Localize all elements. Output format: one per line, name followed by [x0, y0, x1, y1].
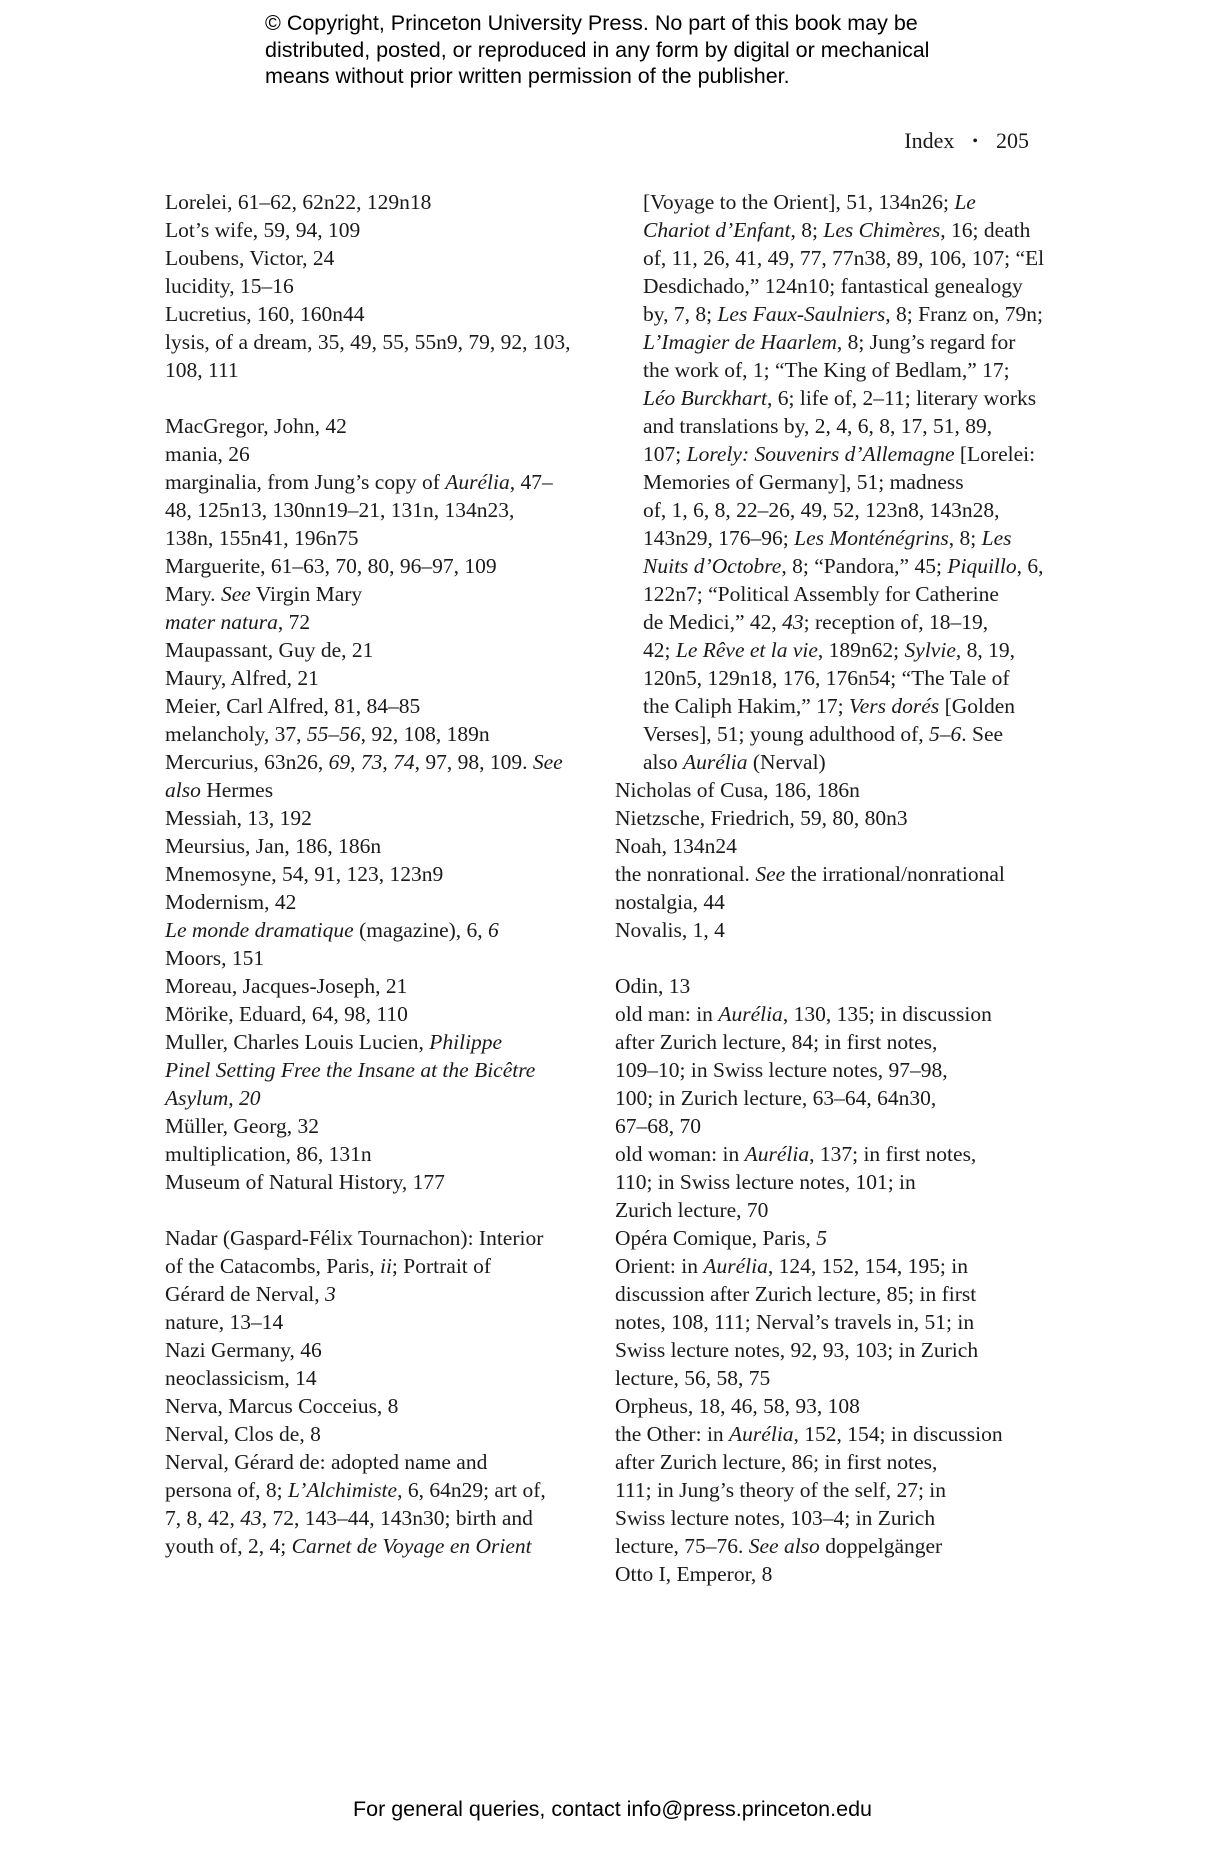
index-entry-line: also Hermes: [165, 778, 274, 802]
index-entry-line: Zurich lecture, 70: [615, 1198, 769, 1222]
index-entry: [165, 188, 575, 216]
index-entry-line: Nazi Germany, 46: [165, 1338, 322, 1362]
index-entry-line: Verses], 51; young adulthood of, 5–6. See: [643, 722, 1004, 746]
index-entry: [165, 1364, 575, 1392]
index-entry-line: 111; in Jung’s theory of the self, 27; in: [615, 1478, 947, 1502]
index-entry-line: Muller, Charles Louis Lucien, Philippe: [165, 1030, 503, 1054]
index-entry-line: Lucretius, 160, 160n44: [165, 302, 365, 326]
index-entry-line: Marguerite, 61–63, 70, 80, 96–97, 109: [165, 554, 497, 578]
index-entry-line: 108, 111: [165, 358, 239, 382]
index-entry-line: and translations by, 2, 4, 6, 8, 17, 51, 89,: [643, 414, 993, 438]
index-entry-line: Léo Burckhart, 6; life of, 2–11; literary works: [643, 386, 1037, 410]
index-entry-line: Pinel Setting Free the Insane at the Bicêtre: [165, 1058, 536, 1082]
index-entry-line: Meier, Carl Alfred, 81, 84–85: [165, 694, 421, 718]
index-entry: [615, 860, 1029, 888]
index-entry: [165, 1028, 575, 1112]
index-entry: [165, 328, 575, 384]
index-entry-line: Museum of Natural History, 177: [165, 1170, 445, 1194]
index-entry-line: 67–68, 70: [615, 1114, 701, 1138]
index-entry-line: Opéra Comique, Paris, 5: [615, 1226, 827, 1250]
index-entry-line: discussion after Zurich lecture, 85; in first: [615, 1282, 977, 1306]
index-entry: [165, 1168, 575, 1196]
index-entry-line: 110; in Swiss lecture notes, 101; in: [615, 1170, 916, 1194]
index-entry-line: 122n7; “Political Assembly for Catherine: [643, 582, 999, 606]
index-entry: [165, 272, 575, 300]
index-entry: [615, 916, 1029, 944]
index-entry: [165, 1448, 575, 1560]
index-entry-line: Maury, Alfred, 21: [165, 666, 319, 690]
index-entry-line: of, 11, 26, 41, 49, 77, 77n38, 89, 106, 107; “El: [643, 246, 1045, 270]
index-entry: [165, 692, 575, 720]
index-entry: [615, 804, 1029, 832]
index-entry-line: after Zurich lecture, 84; in first notes,: [615, 1030, 938, 1054]
index-entry: [165, 1000, 575, 1028]
index-entry: [615, 1560, 1029, 1588]
index-entry-line: lucidity, 15–16: [165, 274, 294, 298]
index-entry-line: Nicholas of Cusa, 186, 186n: [615, 778, 860, 802]
index-entry: [165, 440, 575, 468]
index-entry: [165, 720, 575, 748]
index-entry-line: lecture, 56, 58, 75: [615, 1366, 771, 1390]
letter-group-gap: [165, 1196, 575, 1224]
section-title: Index: [904, 128, 955, 153]
index-entry: [165, 468, 575, 552]
index-entry-line: Desdichado,” 124n10; fantastical genealogy: [643, 274, 1023, 298]
index-entry-line: Gérard de Nerval, 3: [165, 1282, 336, 1306]
index-entry-line: Orient: in Aurélia, 124, 152, 154, 195; in: [615, 1254, 968, 1278]
index-entry: [165, 244, 575, 272]
index-entry: [165, 1224, 575, 1308]
index-entry: [165, 832, 575, 860]
index-entry-line: after Zurich lecture, 86; in first notes,: [615, 1450, 938, 1474]
index-entry-line: 143n29, 176–96; Les Monténégrins, 8; Les: [643, 526, 1012, 550]
index-entry-line: Odin, 13: [615, 974, 691, 998]
index-entry-line: Otto I, Emperor, 8: [615, 1562, 773, 1586]
index-entry-line: 138n, 155n41, 196n75: [165, 526, 359, 550]
index-entry: [165, 860, 575, 888]
index-entry-continued: [615, 188, 1045, 776]
index-entry-line: multiplication, 86, 131n: [165, 1142, 372, 1166]
index-entry-line: 107; Lorely: Souvenirs d’Allemagne [Lorelei:: [643, 442, 1036, 466]
index-entry: [165, 804, 575, 832]
index-entry-line: Swiss lecture notes, 103–4; in Zurich: [615, 1506, 936, 1530]
index-entry-line: 100; in Zurich lecture, 63–64, 64n30,: [615, 1086, 937, 1110]
index-entry-line: mania, 26: [165, 442, 250, 466]
index-entry-line: nostalgia, 44: [615, 890, 725, 914]
index-entry: [615, 1252, 1029, 1392]
index-entry: [615, 972, 1029, 1000]
index-entry-line: old woman: in Aurélia, 137; in first notes,: [615, 1142, 977, 1166]
index-entry: [615, 888, 1029, 916]
index-entry: [165, 636, 575, 664]
index-entry-line: of the Catacombs, Paris, ii; Portrait of: [165, 1254, 492, 1278]
index-entry: [615, 1392, 1029, 1420]
footer-contact: For general queries, contact info@press.princeton.edu: [352, 1797, 872, 1821]
copyright-line: means without prior written permission of the publisher.: [265, 64, 790, 88]
index-column-right: [615, 188, 1045, 1588]
index-entry-line: Mercurius, 63n26, 69, 73, 74, 97, 98, 109. See: [165, 750, 563, 774]
index-entry-line: by, 7, 8; Les Faux-Saulniers, 8; Franz on, 79n;: [643, 302, 1043, 326]
index-entry: [165, 580, 575, 608]
page-number: 205: [996, 128, 1029, 153]
index-entry: [615, 776, 1029, 804]
index-entry-line: Lorelei, 61–62, 62n22, 129n18: [165, 190, 432, 214]
index-entry-line: the nonrational. See the irrational/nonrational: [615, 862, 1005, 886]
index-entry-line: youth of, 2, 4; Carnet de Voyage en Orient: [165, 1534, 532, 1558]
index-entry-line: Moreau, Jacques-Joseph, 21: [165, 974, 408, 998]
index-entry-line: the Other: in Aurélia, 152, 154; in discussion: [615, 1422, 1003, 1446]
index-entry-line: the work of, 1; “The King of Bedlam,” 17;: [643, 358, 1010, 382]
index-entry-line: Nerval, Gérard de: adopted name and: [165, 1450, 488, 1474]
index-entry-line: Moors, 151: [165, 946, 265, 970]
index-entry-line: Meursius, Jan, 186, 186n: [165, 834, 382, 858]
index-entry: [165, 300, 575, 328]
index-entry-line: marginalia, from Jung’s copy of Aurélia, 47–: [165, 470, 553, 494]
index-entry-line: notes, 108, 111; Nerval’s travels in, 51; in: [615, 1310, 975, 1334]
index-entry-line: MacGregor, John, 42: [165, 414, 347, 438]
index-entry: [165, 412, 575, 440]
index-entry-line: Swiss lecture notes, 92, 93, 103; in Zurich: [615, 1338, 979, 1362]
index-entry: [615, 1420, 1029, 1560]
index-entry-line: Lot’s wife, 59, 94, 109: [165, 218, 361, 242]
index-entry: [615, 1224, 1029, 1252]
index-entry: [165, 748, 575, 804]
index-entry: [165, 664, 575, 692]
index-entry-line: Nerval, Clos de, 8: [165, 1422, 321, 1446]
index-entry-line: Le monde dramatique (magazine), 6, 6: [165, 918, 499, 942]
copyright-notice: [265, 10, 1025, 90]
running-head: [904, 128, 1029, 154]
index-entry: [165, 888, 575, 916]
index-entry-line: old man: in Aurélia, 130, 135; in discussion: [615, 1002, 992, 1026]
index-entry-line: nature, 13–14: [165, 1310, 284, 1334]
index-entry-line: Müller, Georg, 32: [165, 1114, 319, 1138]
index-entry: [165, 608, 575, 636]
index-entry-line: Mary. See Virgin Mary: [165, 582, 363, 606]
index-entry: [165, 1420, 575, 1448]
letter-group-gap: [615, 944, 1029, 972]
copyright-line: distributed, posted, or reproduced in any form by digital or mechanical: [265, 37, 930, 62]
copyright-line: © Copyright, Princeton University Press. No part of this book may be: [265, 11, 918, 35]
index-entry: [615, 1140, 1029, 1224]
index-entry-line: 120n5, 129n18, 176, 176n54; “The Tale of: [643, 666, 1010, 690]
index-entry-line: Mörike, Eduard, 64, 98, 110: [165, 1002, 408, 1026]
index-entry-line: of, 1, 6, 8, 22–26, 49, 52, 123n8, 143n28,: [643, 498, 1000, 522]
index-entry-line: Nadar (Gaspard-Félix Tournachon): Interior: [165, 1226, 544, 1250]
index-entry-line: 109–10; in Swiss lecture notes, 97–98,: [615, 1058, 948, 1082]
index-entry-line: 7, 8, 42, 43, 72, 143–44, 143n30; birth and: [165, 1506, 533, 1530]
index-column-left: [165, 188, 575, 1560]
index-entry-line: Loubens, Victor, 24: [165, 246, 335, 270]
index-entry-line: Modernism, 42: [165, 890, 297, 914]
separator-bullet: •: [972, 133, 978, 150]
index-entry: [615, 832, 1029, 860]
letter-group-gap: [165, 384, 575, 412]
index-entry: [165, 1308, 575, 1336]
index-entry: [615, 1000, 1029, 1140]
index-entry: [165, 1112, 575, 1140]
index-entry-line: also Aurélia (Nerval): [643, 750, 826, 774]
index-entry: [165, 1140, 575, 1168]
index-entry-line: mater natura, 72: [165, 610, 311, 634]
index-entry: [165, 216, 575, 244]
index-entry-line: Maupassant, Guy de, 21: [165, 638, 374, 662]
index-entry: [165, 1336, 575, 1364]
index-entry-line: Nietzsche, Friedrich, 59, 80, 80n3: [615, 806, 908, 830]
index-entry-line: Nerva, Marcus Cocceius, 8: [165, 1394, 399, 1418]
index-entry: [165, 944, 575, 972]
index-entry: [165, 916, 575, 944]
index-entry-line: Orpheus, 18, 46, 58, 93, 108: [615, 1394, 860, 1418]
index-entry: [165, 972, 575, 1000]
index-entry-line: de Medici,” 42, 43; reception of, 18–19,: [643, 610, 989, 634]
index-entry-line: Nuits d’Octobre, 8; “Pandora,” 45; Piquillo, 6,: [643, 554, 1044, 578]
index-entry-line: Novalis, 1, 4: [615, 918, 725, 942]
index-entry-line: neoclassicism, 14: [165, 1366, 317, 1390]
index-entry-line: [Voyage to the Orient], 51, 134n26; Le: [643, 190, 976, 214]
index-entry: [165, 552, 575, 580]
index-entry-line: persona of, 8; L’Alchimiste, 6, 64n29; art of,: [165, 1478, 546, 1502]
index-entry-line: lecture, 75–76. See also doppelgänger: [615, 1534, 943, 1558]
index-entry-line: Messiah, 13, 192: [165, 806, 312, 830]
index-entry-line: 42; Le Rêve et la vie, 189n62; Sylvie, 8, 19,: [643, 638, 1015, 662]
index-entry-line: the Caliph Hakim,” 17; Vers dorés [Golden: [643, 694, 1016, 718]
index-entry-line: L’Imagier de Haarlem, 8; Jung’s regard for: [643, 330, 1016, 354]
index-entry-line: Chariot d’Enfant, 8; Les Chimères, 16; death: [643, 218, 1031, 242]
index-entry-line: Memories of Germany], 51; madness: [643, 470, 964, 494]
index-entry-line: Mnemosyne, 54, 91, 123, 123n9: [165, 862, 444, 886]
index-entry-line: 48, 125n13, 130nn19–21, 131n, 134n23,: [165, 498, 515, 522]
index-entry-line: melancholy, 37, 55–56, 92, 108, 189n: [165, 722, 490, 746]
index-entry: [165, 1392, 575, 1420]
index-entry-line: Noah, 134n24: [615, 834, 737, 858]
index-entry-line: lysis, of a dream, 35, 49, 55, 55n9, 79, 92, 103,: [165, 330, 571, 354]
index-entry-line: Asylum, 20: [165, 1086, 261, 1110]
